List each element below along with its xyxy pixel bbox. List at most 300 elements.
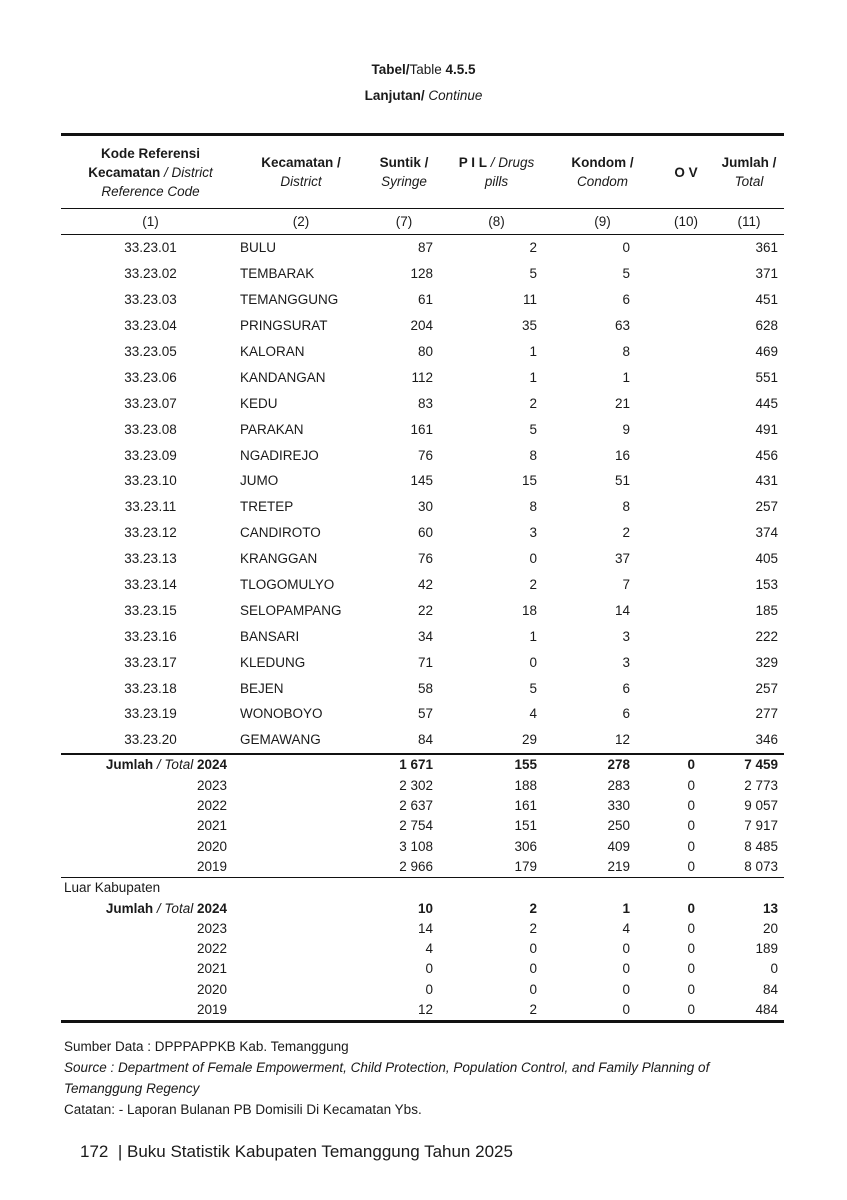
district-name: BEJEN bbox=[240, 680, 284, 696]
empty-cell bbox=[240, 999, 362, 1021]
condom-value: 16 bbox=[614, 447, 630, 463]
total-value: 551 bbox=[755, 369, 778, 385]
column-number-row bbox=[61, 209, 784, 235]
source-id: Sumber Data : DPPPAPPKB Kab. Temanggung bbox=[64, 1039, 349, 1054]
year: 2022 bbox=[196, 941, 227, 957]
total-value: 2 773 bbox=[744, 777, 778, 793]
table-row bbox=[61, 546, 784, 572]
district-code: 33.23.15 bbox=[124, 602, 177, 618]
table-row bbox=[61, 442, 784, 468]
total-value: 445 bbox=[755, 395, 778, 411]
ov-value bbox=[658, 623, 714, 649]
table-row bbox=[61, 623, 784, 649]
condom-value: 4 bbox=[622, 920, 630, 936]
condom-value: 7 bbox=[622, 577, 630, 593]
page-number: 172 bbox=[80, 1142, 109, 1161]
table-row bbox=[61, 416, 784, 442]
table-row bbox=[61, 261, 784, 287]
syringe-value: 61 bbox=[417, 292, 433, 308]
district-code: 33.23.11 bbox=[124, 499, 177, 515]
pills-value: 11 bbox=[522, 292, 537, 308]
condom-value: 6 bbox=[622, 292, 630, 308]
subtitle-id: Lanjutan/ bbox=[364, 88, 429, 103]
luar-header-row bbox=[61, 877, 784, 898]
header-pills: P I L / Drugs pills bbox=[446, 135, 547, 209]
syringe-value: 83 bbox=[417, 395, 433, 411]
total-value: 456 bbox=[755, 447, 778, 463]
source-en: Source : Department of Female Empowerment, Child Protection, Population Control, and Family Planning of Temanggung Regency bbox=[64, 1060, 710, 1096]
ov-value: 0 bbox=[687, 838, 695, 854]
district-name: KRANGGAN bbox=[240, 551, 318, 567]
table-row bbox=[61, 390, 784, 416]
subtitle-en: Continue bbox=[428, 88, 483, 103]
pills-value: 2 bbox=[529, 920, 537, 936]
table-row bbox=[61, 701, 784, 727]
syringe-value: 4 bbox=[425, 941, 433, 957]
district-name: PARAKAN bbox=[240, 421, 304, 437]
total-value: 9 057 bbox=[744, 798, 778, 814]
total-value: 0 bbox=[770, 961, 778, 977]
pills-value: 1 bbox=[529, 628, 537, 644]
ov-value bbox=[658, 468, 714, 494]
pills-value: 1 bbox=[529, 344, 537, 359]
district-code: 33.23.03 bbox=[124, 292, 177, 308]
column-number: (1) bbox=[61, 209, 240, 235]
total-value: 405 bbox=[755, 551, 778, 567]
total-label bbox=[61, 836, 240, 856]
district-name: KALORAN bbox=[240, 344, 305, 359]
pills-value: 306 bbox=[514, 838, 537, 854]
syringe-value: 30 bbox=[417, 499, 433, 515]
district-code: 33.23.09 bbox=[124, 447, 177, 463]
total-value: 374 bbox=[755, 525, 778, 541]
column-number: (9) bbox=[547, 209, 658, 235]
condom-value: 8 bbox=[622, 344, 630, 359]
district-name: SELOPAMPANG bbox=[240, 602, 342, 618]
district-name: TEMANGGUNG bbox=[240, 292, 339, 308]
syringe-value: 60 bbox=[417, 525, 433, 541]
table-row bbox=[61, 597, 784, 623]
district-code: 33.23.01 bbox=[124, 240, 177, 256]
district-code: 33.23.10 bbox=[124, 473, 177, 489]
total-value: 491 bbox=[755, 421, 778, 437]
ov-value bbox=[658, 339, 714, 365]
year: 2020 bbox=[196, 981, 227, 997]
total-value: 189 bbox=[755, 941, 778, 957]
pills-value: 29 bbox=[521, 732, 537, 748]
total-value: 469 bbox=[755, 344, 778, 359]
total-value: 257 bbox=[755, 680, 778, 696]
note: Catatan: - Laporan Bulanan PB Domisili Di Kecamatan Ybs. bbox=[64, 1102, 422, 1117]
total-row bbox=[61, 856, 784, 877]
column-number: (2) bbox=[240, 209, 362, 235]
empty-cell bbox=[240, 856, 362, 877]
table-subtitle bbox=[0, 88, 847, 103]
table-row bbox=[61, 313, 784, 339]
district-code: 33.23.06 bbox=[124, 369, 177, 385]
year: 2019 bbox=[196, 858, 227, 874]
ov-value bbox=[658, 546, 714, 572]
ov-value: 0 bbox=[687, 981, 695, 997]
pills-value: 35 bbox=[521, 318, 537, 334]
pills-value: 2 bbox=[446, 999, 547, 1021]
pills-value: 0 bbox=[529, 654, 537, 670]
district-name: TEMBARAK bbox=[240, 266, 315, 282]
condom-value: 278 bbox=[547, 754, 658, 775]
pills-value: 179 bbox=[446, 856, 547, 877]
condom-value: 5 bbox=[622, 266, 630, 282]
syringe-value: 84 bbox=[417, 732, 433, 748]
syringe-value: 57 bbox=[417, 706, 433, 722]
district-name: KEDU bbox=[240, 395, 278, 411]
ov-value bbox=[658, 494, 714, 520]
empty-cell bbox=[240, 836, 362, 856]
syringe-value: 128 bbox=[410, 266, 433, 282]
total-value: 185 bbox=[755, 602, 778, 618]
district-code: 33.23.18 bbox=[124, 680, 177, 696]
syringe-value: 14 bbox=[417, 920, 433, 936]
syringe-value: 1 671 bbox=[362, 754, 446, 775]
table-row bbox=[61, 287, 784, 313]
ov-value: 0 bbox=[658, 856, 714, 877]
year: 2021 bbox=[196, 961, 227, 977]
total-row bbox=[61, 938, 784, 958]
total-value: 484 bbox=[714, 999, 784, 1021]
district-code: 33.23.05 bbox=[124, 344, 177, 359]
table-row bbox=[61, 235, 784, 261]
table-row bbox=[61, 727, 784, 754]
total-row bbox=[61, 836, 784, 856]
ov-value bbox=[658, 313, 714, 339]
header-syringe: Suntik / Syringe bbox=[362, 135, 446, 209]
syringe-value: 2 637 bbox=[399, 798, 433, 814]
condom-value: 0 bbox=[547, 999, 658, 1021]
ov-value bbox=[658, 727, 714, 754]
syringe-value: 22 bbox=[417, 602, 433, 618]
ov-value bbox=[658, 442, 714, 468]
pills-value: 4 bbox=[529, 706, 537, 722]
total-row bbox=[61, 898, 784, 918]
pills-value: 155 bbox=[446, 754, 547, 775]
empty-cell bbox=[240, 775, 362, 795]
ov-value bbox=[658, 675, 714, 701]
condom-value: 21 bbox=[614, 395, 630, 411]
ov-value: 0 bbox=[687, 900, 695, 916]
table-row bbox=[61, 339, 784, 365]
total-value: 361 bbox=[755, 240, 778, 256]
condom-value: 51 bbox=[614, 473, 630, 489]
total-value: 329 bbox=[755, 654, 778, 670]
total-label bbox=[61, 959, 240, 979]
column-number: (10) bbox=[658, 209, 714, 235]
ov-value bbox=[658, 416, 714, 442]
ov-value bbox=[658, 235, 714, 261]
district-code: 33.23.07 bbox=[124, 395, 177, 411]
ov-value: 0 bbox=[687, 818, 695, 834]
total-label bbox=[61, 918, 240, 938]
total-value: 371 bbox=[755, 266, 778, 282]
condom-value: 63 bbox=[614, 318, 630, 334]
syringe-value: 0 bbox=[425, 961, 433, 977]
syringe-value: 71 bbox=[417, 654, 433, 670]
total-row bbox=[61, 775, 784, 795]
total-value: 153 bbox=[755, 577, 778, 593]
syringe-value: 3 108 bbox=[399, 838, 433, 854]
condom-value: 8 bbox=[622, 499, 630, 515]
syringe-value: 76 bbox=[417, 551, 433, 567]
total-row bbox=[61, 979, 784, 999]
district-name: GEMAWANG bbox=[240, 732, 321, 748]
pills-value: 5 bbox=[529, 680, 537, 696]
condom-value: 0 bbox=[622, 240, 630, 256]
ov-value: 0 bbox=[687, 941, 695, 957]
ov-value bbox=[658, 390, 714, 416]
pills-value: 2 bbox=[529, 395, 537, 411]
district-code: 33.23.13 bbox=[124, 551, 177, 567]
syringe-value: 87 bbox=[417, 240, 433, 256]
header-row bbox=[61, 135, 784, 209]
district-name: TRETEP bbox=[240, 499, 294, 515]
total-value: 8 485 bbox=[744, 838, 778, 854]
book-title: Buku Statistik Kabupaten Temanggung Tahun 2025 bbox=[126, 1142, 513, 1161]
total-label bbox=[61, 775, 240, 795]
pills-value: 18 bbox=[521, 602, 537, 618]
total-label bbox=[61, 795, 240, 815]
syringe-value: 204 bbox=[410, 318, 433, 334]
empty-cell bbox=[240, 898, 362, 918]
district-name: JUMO bbox=[240, 473, 279, 489]
ov-value: 0 bbox=[687, 920, 695, 936]
header-condom: Kondom / Condom bbox=[547, 135, 658, 209]
total-value: 13 bbox=[762, 900, 778, 916]
total-value: 84 bbox=[762, 981, 778, 997]
table-row bbox=[61, 468, 784, 494]
pills-value: 5 bbox=[529, 421, 537, 437]
syringe-value: 112 bbox=[411, 369, 433, 385]
condom-value: 12 bbox=[614, 732, 630, 748]
pills-value: 0 bbox=[529, 551, 537, 567]
syringe-value: 42 bbox=[417, 577, 433, 593]
district-code: 33.23.20 bbox=[124, 732, 177, 748]
ov-value bbox=[658, 597, 714, 623]
year: 2024 bbox=[196, 757, 227, 773]
total-row bbox=[61, 816, 784, 836]
district-name: BULU bbox=[240, 240, 277, 256]
table-row bbox=[61, 364, 784, 390]
total-label bbox=[61, 816, 240, 836]
pills-value: 3 bbox=[529, 525, 537, 541]
total-value: 628 bbox=[755, 318, 778, 334]
pills-value: 161 bbox=[514, 798, 537, 814]
total-value: 451 bbox=[755, 292, 778, 308]
column-number: (11) bbox=[714, 209, 784, 235]
syringe-value: 58 bbox=[417, 680, 433, 696]
condom-value: 0 bbox=[622, 961, 630, 977]
pills-value: 188 bbox=[514, 777, 537, 793]
pills-value: 0 bbox=[529, 961, 537, 977]
empty-cell bbox=[240, 959, 362, 979]
district-name: CANDIROTO bbox=[240, 525, 321, 541]
ov-value bbox=[658, 649, 714, 675]
total-value: 7 917 bbox=[744, 818, 778, 834]
syringe-value: 80 bbox=[417, 344, 433, 359]
table-row bbox=[61, 494, 784, 520]
total-label bbox=[61, 938, 240, 958]
district-name: KLEDUNG bbox=[240, 654, 306, 670]
district-code: 33.23.17 bbox=[124, 654, 177, 670]
condom-value: 37 bbox=[614, 551, 630, 567]
pills-value: 1 bbox=[529, 369, 537, 385]
total-label bbox=[61, 999, 240, 1021]
condom-value: 0 bbox=[622, 941, 630, 957]
district-code: 33.23.14 bbox=[124, 577, 177, 593]
total-label: Jumlah / Total 2024 bbox=[61, 754, 240, 775]
syringe-value: 2 966 bbox=[362, 856, 446, 877]
total-label bbox=[61, 856, 240, 877]
pills-value: 2 bbox=[529, 240, 537, 256]
condom-value: 219 bbox=[547, 856, 658, 877]
empty-cell bbox=[240, 938, 362, 958]
condom-value: 3 bbox=[622, 654, 630, 670]
ov-value bbox=[658, 364, 714, 390]
district-name: NGADIREJO bbox=[240, 447, 319, 463]
condom-value: 6 bbox=[622, 680, 630, 696]
district-name: WONOBOYO bbox=[240, 706, 323, 722]
page-footer bbox=[80, 1142, 513, 1162]
total-label bbox=[61, 979, 240, 999]
total-row bbox=[61, 754, 784, 775]
empty-cell bbox=[240, 979, 362, 999]
ov-value bbox=[658, 261, 714, 287]
pills-value: 0 bbox=[529, 941, 537, 957]
district-name: BANSARI bbox=[240, 628, 300, 644]
syringe-value: 76 bbox=[417, 447, 433, 463]
district-name: KANDANGAN bbox=[240, 369, 326, 385]
condom-value: 0 bbox=[622, 981, 630, 997]
table-row bbox=[61, 520, 784, 546]
data-table bbox=[61, 133, 784, 1023]
year: 2021 bbox=[196, 818, 227, 834]
district-code: 33.23.04 bbox=[124, 318, 177, 334]
condom-value: 1 bbox=[622, 900, 630, 916]
year: 2020 bbox=[196, 838, 227, 854]
district-code: 33.23.16 bbox=[124, 628, 177, 644]
pills-value: 2 bbox=[529, 577, 537, 593]
condom-value: 330 bbox=[607, 798, 630, 814]
empty-cell bbox=[240, 754, 362, 775]
header-total: Jumlah / Total bbox=[714, 135, 784, 209]
empty-cell bbox=[240, 816, 362, 836]
empty-cell bbox=[240, 918, 362, 938]
ov-value: 0 bbox=[687, 961, 695, 977]
syringe-value: 12 bbox=[362, 999, 446, 1021]
year: 2023 bbox=[196, 777, 227, 793]
ov-value bbox=[658, 572, 714, 598]
empty-cell bbox=[240, 795, 362, 815]
total-value: 8 073 bbox=[714, 856, 784, 877]
pills-value: 5 bbox=[529, 266, 537, 282]
total-label: Jumlah / Total 2024 bbox=[105, 900, 227, 916]
syringe-value: 2 754 bbox=[399, 818, 433, 834]
condom-value: 3 bbox=[622, 628, 630, 644]
condom-value: 283 bbox=[607, 777, 630, 793]
total-row bbox=[61, 918, 784, 938]
condom-value: 1 bbox=[622, 369, 630, 385]
luar-kabupaten-label: Luar Kabupaten bbox=[64, 880, 161, 896]
syringe-value: 145 bbox=[410, 473, 433, 489]
district-code: 33.23.12 bbox=[124, 525, 177, 541]
ov-value: 0 bbox=[658, 754, 714, 775]
syringe-value: 34 bbox=[417, 628, 433, 644]
pills-value: 151 bbox=[514, 818, 537, 834]
condom-value: 14 bbox=[614, 602, 630, 618]
table-title bbox=[0, 62, 847, 77]
ov-value: 0 bbox=[687, 777, 695, 793]
ov-value bbox=[658, 287, 714, 313]
syringe-value: 10 bbox=[417, 900, 433, 916]
year: 2022 bbox=[196, 798, 227, 814]
total-value: 7 459 bbox=[714, 754, 784, 775]
condom-value: 9 bbox=[622, 421, 630, 437]
table-row bbox=[61, 572, 784, 598]
ov-value: 0 bbox=[687, 798, 695, 814]
total-row bbox=[61, 959, 784, 979]
district-code: 33.23.08 bbox=[124, 421, 177, 437]
total-value: 277 bbox=[755, 706, 778, 722]
total-value: 222 bbox=[755, 628, 778, 644]
header-ref-code: Kode Referensi Kecamatan / District Reference Code bbox=[61, 135, 240, 209]
total-value: 431 bbox=[755, 473, 778, 489]
ov-value: 0 bbox=[658, 999, 714, 1021]
syringe-value: 2 302 bbox=[399, 777, 433, 793]
pills-value: 2 bbox=[529, 900, 537, 916]
ov-value bbox=[658, 520, 714, 546]
header-ov: O V bbox=[658, 135, 714, 209]
total-value: 20 bbox=[762, 920, 778, 936]
year: 2024 bbox=[196, 900, 227, 916]
pills-value: 8 bbox=[529, 447, 537, 463]
district-code: 33.23.02 bbox=[124, 266, 177, 282]
district-code: 33.23.19 bbox=[124, 706, 177, 722]
total-row bbox=[61, 795, 784, 815]
total-value: 346 bbox=[755, 732, 778, 748]
header-district: Kecamatan / District bbox=[240, 135, 362, 209]
table-number: 4.5.5 bbox=[445, 62, 476, 77]
pills-value: 15 bbox=[521, 473, 537, 489]
footer-separator: | bbox=[117, 1142, 123, 1161]
condom-value: 409 bbox=[607, 838, 630, 854]
ov-value bbox=[658, 701, 714, 727]
pills-value: 0 bbox=[529, 981, 537, 997]
year: 2019 bbox=[196, 1002, 227, 1018]
total-row bbox=[61, 999, 784, 1021]
condom-value: 6 bbox=[622, 706, 630, 722]
title-label-id: Tabel/ bbox=[371, 62, 410, 77]
column-number: (8) bbox=[446, 209, 547, 235]
condom-value: 250 bbox=[607, 818, 630, 834]
year: 2023 bbox=[196, 920, 227, 936]
syringe-value: 0 bbox=[425, 981, 433, 997]
title-label-en: Table bbox=[409, 62, 446, 77]
district-name: TLOGOMULYO bbox=[240, 577, 335, 593]
condom-value: 2 bbox=[622, 525, 630, 541]
district-name: PRINGSURAT bbox=[240, 318, 328, 334]
total-value: 257 bbox=[755, 499, 778, 515]
pills-value: 8 bbox=[529, 499, 537, 515]
table-row bbox=[61, 649, 784, 675]
table-row bbox=[61, 675, 784, 701]
syringe-value: 161 bbox=[410, 421, 433, 437]
